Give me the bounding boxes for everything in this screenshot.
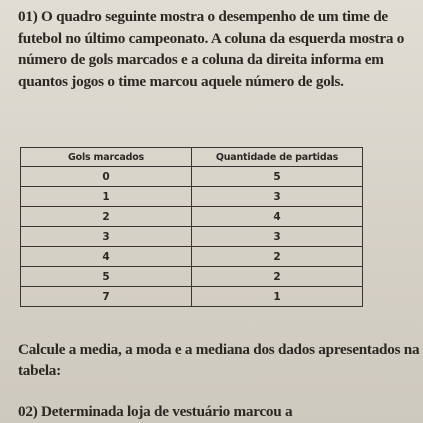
goals-cell: 7 — [21, 287, 192, 307]
table-row — [21, 187, 363, 207]
question-2-text: 02) Determinada loja de vestuário marcou a — [18, 403, 293, 420]
table-row — [21, 247, 363, 267]
matches-cell: 3 — [192, 187, 363, 207]
matches-cell: 3 — [192, 227, 363, 247]
goals-cell: 2 — [21, 207, 192, 227]
matches-cell: 2 — [192, 247, 363, 267]
header-match-count: Quantidade de partidas — [192, 148, 363, 167]
table-row — [21, 227, 363, 247]
goals-cell: 0 — [21, 167, 192, 187]
table-header-row — [21, 148, 363, 167]
goals-table — [20, 147, 363, 307]
goals-cell: 1 — [21, 187, 192, 207]
header-goals-scored: Gols marcados — [21, 148, 192, 167]
question-1-text: 01) O quadro seguinte mostra o desempenho de um time de futebol no último campeonato. A coluna da esquerda mostra o número de gols marcados e a coluna da direita informa em quantos jogos o time marcou aquele número de gols. — [18, 8, 405, 90]
instruction-text: Calcule a media, a moda e a mediana dos dados apresentados na tabela: — [18, 341, 420, 379]
goals-cell: 5 — [21, 267, 192, 287]
table-row — [21, 287, 363, 307]
matches-cell: 2 — [192, 267, 363, 287]
table-row — [21, 167, 363, 187]
table-row — [21, 267, 363, 287]
matches-cell: 4 — [192, 207, 363, 227]
table-row — [21, 207, 363, 227]
goals-cell: 4 — [21, 247, 192, 267]
matches-cell: 1 — [192, 287, 363, 307]
goals-cell: 3 — [21, 227, 192, 247]
matches-cell: 5 — [192, 167, 363, 187]
